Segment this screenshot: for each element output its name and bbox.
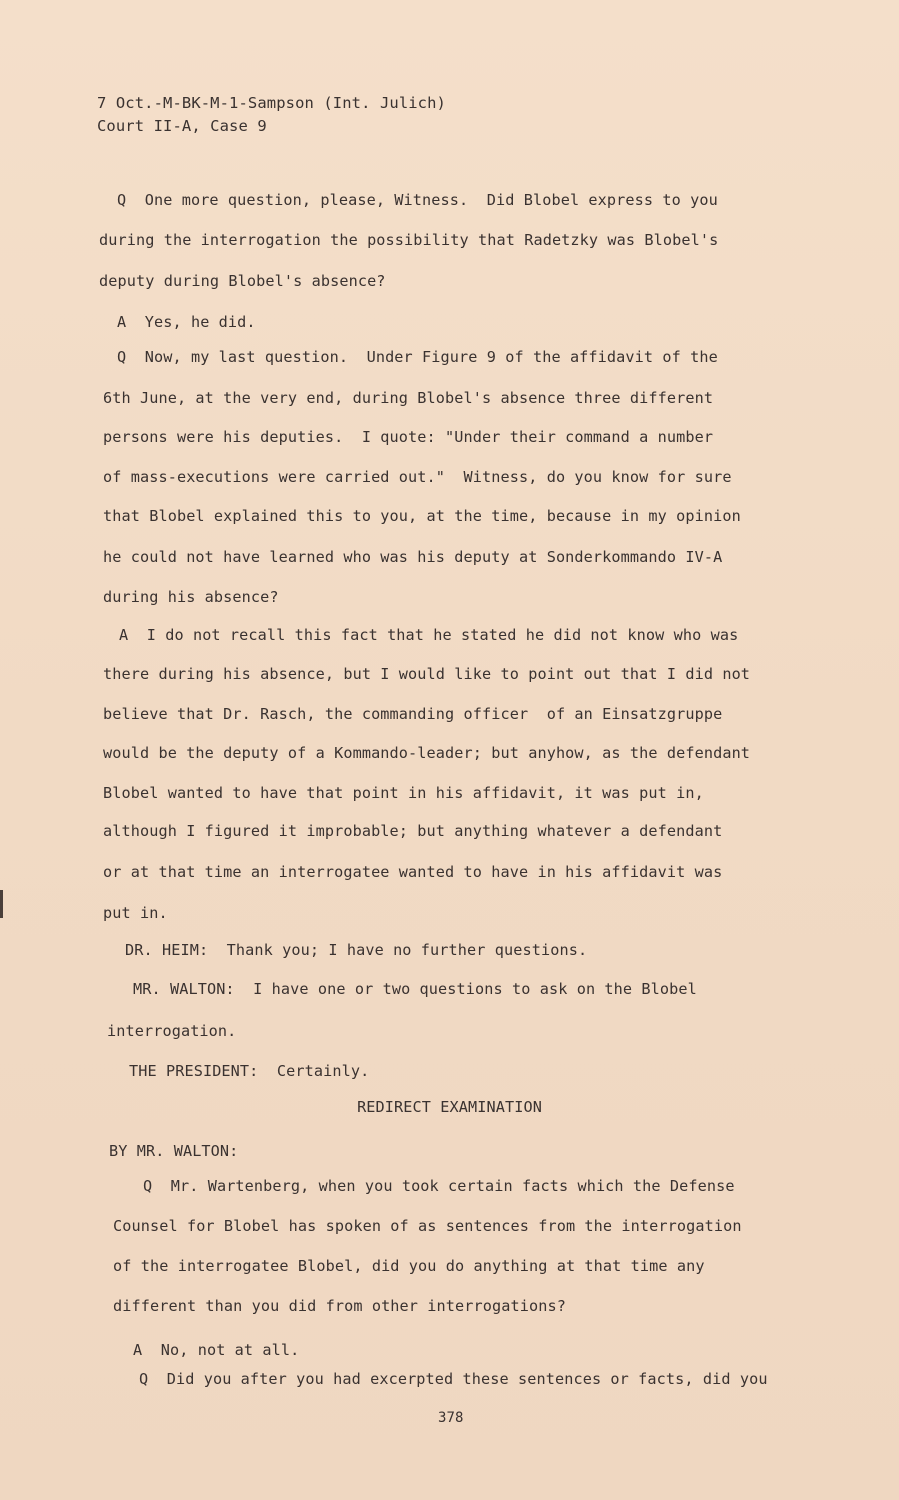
transcript-line: Q Did you after you had excerpted these sentences or facts, did you [139,1370,768,1388]
transcript-line: interrogation. [107,1022,237,1040]
examiner-line: BY MR. WALTON: [109,1142,239,1160]
page-number: 378 [438,1410,464,1426]
transcript-line: 6th June, at the very end, during Blobel's absence three different [103,389,714,407]
transcript-line: believe that Dr. Rasch, the commanding officer of an Einsatzgruppe [103,705,723,723]
header-line-2: Court II-A, Case 9 [97,117,267,135]
transcript-line: put in. [103,904,168,922]
transcript-line: Q Mr. Wartenberg, when you took certain facts which the Defense [143,1177,735,1195]
transcript-line: that Blobel explained this to you, at the time, because in my opinion [103,507,741,525]
transcript-line: A No, not at all. [133,1341,300,1359]
transcript-line: would be the deputy of a Kommando-leader; but anyhow, as the defendant [103,744,751,762]
transcript-line: A I do not recall this fact that he stated he did not know who was [119,626,739,644]
transcript-line: deputy during Blobel's absence? [99,272,386,290]
transcript-line: during the interrogation the possibility that Radetzky was Blobel's [99,231,719,249]
transcript-line: of mass-executions were carried out." Witness, do you know for sure [103,468,732,486]
transcript-line: although I figured it improbable; but anything whatever a defendant [103,822,723,840]
transcript-line: Counsel for Blobel has spoken of as sentences from the interrogation [113,1217,742,1235]
transcript-line: different than you did from other interrogations? [113,1297,566,1315]
transcript-line: A Yes, he did. [117,313,256,331]
transcript-line: of the interrogatee Blobel, did you do anything at that time any [113,1257,705,1275]
speaker-line: THE PRESIDENT: Certainly. [129,1062,370,1080]
transcript-line: persons were his deputies. I quote: "Under their command a number [103,428,714,446]
section-heading: REDIRECT EXAMINATION [357,1098,542,1116]
speaker-line: MR. WALTON: I have one or two questions to ask on the Blobel [133,980,697,998]
transcript-line: during his absence? [103,588,279,606]
transcript-line: Q Now, my last question. Under Figure 9 of the affidavit of the [117,348,718,366]
transcript-line: there during his absence, but I would like to point out that I did not [103,665,751,683]
transcript-line: he could not have learned who was his deputy at Sonderkommando IV-A [103,548,723,566]
transcript-line: or at that time an interrogatee wanted to have in his affidavit was [103,863,723,881]
transcript-line: Blobel wanted to have that point in his affidavit, it was put in, [103,784,704,802]
speaker-line: DR. HEIM: Thank you; I have no further questions. [125,941,588,959]
edge-mark [0,890,3,918]
header-line-1: 7 Oct.-M-BK-M-1-Sampson (Int. Julich) [97,94,446,112]
transcript-line: Q One more question, please, Witness. Did Blobel express to you [117,191,718,209]
